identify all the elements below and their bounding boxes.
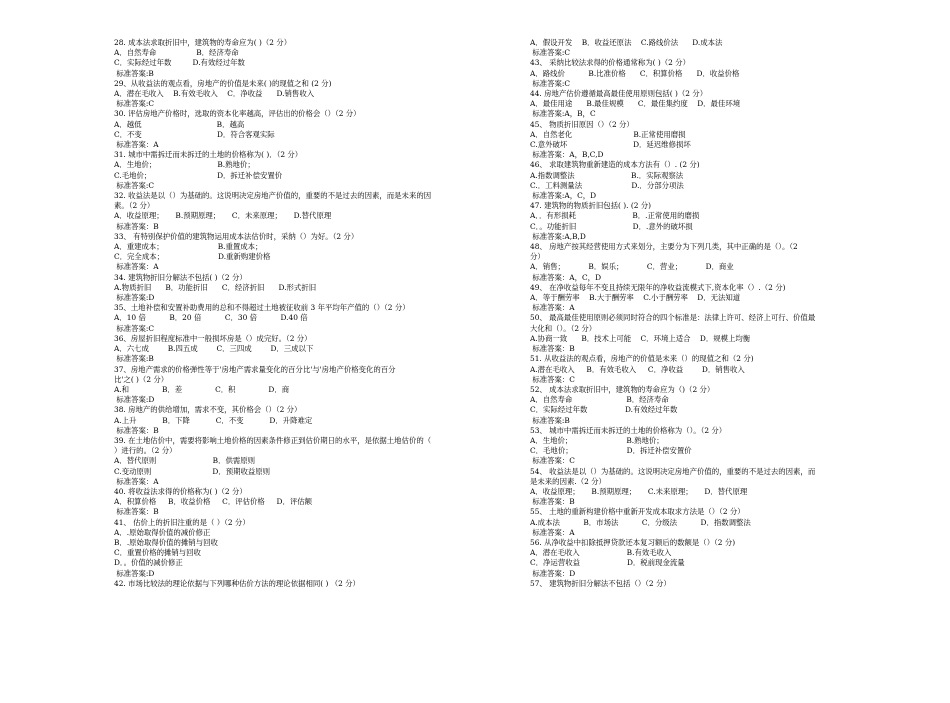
right-text-line: A.指数调整法 B.．实际观察法	[530, 170, 684, 180]
right-text-line: 标准答案:C	[530, 78, 571, 88]
left-text-line: 标准答案：B	[114, 507, 159, 517]
right-text-line: 标准答案：A，C，D	[530, 272, 602, 282]
right-text-line: 46、 求取建筑物重新建造的成本方法有（）. (2 分)	[530, 160, 700, 170]
right-text-line: A．潜在毛收入 B.有效毛收入	[530, 548, 672, 558]
left-text-line: C．重置价格的摊销与回收	[114, 548, 201, 558]
left-text-line: 31. 城市中需拆迁而未拆迁的土地的价格称为( )．（2 分）	[114, 150, 303, 160]
right-text-line: 47. 建筑物的物质折旧包括( ). (2 分)	[530, 201, 652, 211]
left-text-line: A.和 B．差 C．积 D．商	[114, 384, 290, 394]
left-text-line: 标准答案:C	[114, 323, 155, 333]
left-text-line: 标准答案:D	[114, 395, 155, 405]
right-text-line: 51. 从收益法的观点看，房地产的价值是未来（）的现值之和（2 分)	[530, 354, 754, 364]
left-text-line: A．替代原则 B．供需原则	[114, 456, 256, 466]
left-text-line: 标准答案:B	[114, 354, 154, 364]
left-text-line: 标准答案：B	[114, 221, 159, 231]
left-text-line: 标准答案：A	[114, 262, 159, 272]
right-text-line: A．收益原理； B.预期原理； C.未来原理； D．替代原理	[530, 486, 748, 496]
left-text-line: 37、房地产需求的价格弹性等于'房地产需求量变化的百分比'与'房地产价格变化的百分	[114, 364, 396, 374]
left-text-line: 标准答案:C	[114, 180, 155, 190]
right-text-line: A．生地价； B.熟地价；	[530, 435, 664, 445]
right-text-line: A．自然老化 B.正常使用磨损	[530, 129, 686, 139]
left-text-line: 35、土地补偿和安置补助费用的总和不得超过土地被征收前 3 年平均年产值的（）（2 分）	[114, 303, 410, 313]
right-text-line: 53、 城市中需拆迁而未拆迁的土地的价格称为（）。（2 分）	[530, 425, 727, 435]
right-text-line: 44. 房地产估价遵循最高最佳使用原则包括( )（2 分）	[530, 89, 708, 99]
right-text-line: C．净运营收益 D．税前现金流量	[530, 558, 685, 568]
left-text-line: D．。价值的减价修正	[114, 558, 183, 568]
right-text-line: 标准答案：B	[530, 497, 575, 507]
right-text-line: A．路线价 B.比准价格 C．积算价格 D．收益价格	[530, 68, 740, 78]
left-text-line: 38. 房地产的供给增加，需求不变，其价格会（）（2 分）	[114, 405, 302, 415]
right-text-line: A．自然寿命 B．经济寿命	[530, 395, 669, 405]
left-text-line: 36、房屋折旧程度标准中一般损坏房是（）成完好。（2 分）	[114, 333, 312, 343]
left-text-line: C．不变 D．符合客观实际	[114, 129, 275, 139]
right-text-line: C.意外破坏 D．延迟维修损坏	[530, 140, 691, 150]
right-text-line: C.．工料测量法 D.．分部分项法	[530, 180, 684, 190]
left-text-line: C.变动原则 D．预期收益原则	[114, 466, 271, 476]
right-text-line: 标准答案：B	[530, 344, 575, 354]
right-text-line: 54、 收益法是以（）为基础的。这说明决定房地产价值的，重要的不是过去的因素，而	[530, 466, 816, 476]
left-text-line: 39. 在土地估价中，需要将影响土地价格的因素条件修正到估价期日的水平，是依据土地估价的（	[114, 435, 432, 445]
left-text-line: 33、 有特别保护价值的建筑物运用成本法估价时，采纳（）为好。（2 分）	[114, 231, 359, 241]
left-text-line: A．.原始取得价值的减价修正	[114, 527, 211, 537]
right-text-line: A.潜在毛收入 B．有效毛收入 C．净收益 D．销售收入	[530, 364, 745, 374]
right-text-line: 标准答案:B	[530, 415, 570, 425]
right-text-line: 标准答案：C	[530, 456, 575, 466]
right-text-line: A．最佳用途 B.最佳规模 C．最佳集约度 D．最佳环境	[530, 99, 741, 109]
left-text-line: 40. 将收益法求得的价格称为( )（2 分）	[114, 486, 247, 496]
right-text-line: 标准答案：D	[530, 568, 576, 578]
right-text-line: A.协商一致 B．技术上可能 C．环境上适合 D．规模上均衡	[530, 333, 751, 343]
left-text-line: C．实际经过年数 D.有效经过年数	[114, 58, 245, 68]
left-text-line: C．完全成本； D.重新购建价格	[114, 252, 271, 262]
left-text-line: 29、从收益法的观点看，房地产的价值是未来( )的现值之和 (2 分)	[114, 78, 332, 88]
left-text-line: C.毛地价； D．拆迁补偿安置价	[114, 170, 283, 180]
left-text-line: A．自然寿命 B．经济寿命	[114, 48, 239, 58]
right-text-line: C．。功能折旧 D．.意外的破坏损	[530, 221, 693, 231]
right-text-line: 55、 土地的重新构建价格中重新开发成本取求方法是（）（2 分）	[530, 507, 745, 517]
left-text-line: 28. 成本法求取折旧中，建筑物的寿命应为( )（2 分）	[114, 38, 292, 47]
left-text-line: 32. 收益法是以（）为基础的。这说明决定房地产价值的，重要的不是过去的因素，而是未来的因	[114, 191, 432, 201]
left-text-line: 标准答案：A	[114, 476, 159, 486]
left-text-line: 比'之( )（2 分）	[114, 374, 169, 384]
right-text-line: 分）	[530, 252, 545, 262]
left-text-line: A．潜在毛收入 B.有效毛收入 C．净收益 D.销售收入	[114, 89, 315, 99]
left-text-line: A.物质折旧 B．功能折旧 C．经济折旧 D.形式折旧	[114, 282, 317, 292]
right-text-line: 48、 房地产按其经营使用方式来划分，主要分为下列几类，其中正确的是（）。（2	[530, 242, 798, 252]
left-text-line: 标准答案:D	[114, 568, 155, 578]
left-text-line: B．.原始取得价值的摊销与回收	[114, 537, 218, 547]
right-text-line: A．等于酬劳率 B.大于酬劳率 C.小于酬劳率 D．无法知道	[530, 293, 741, 303]
right-text-line: A．销售； B．娱乐； C．营业； D．商业	[530, 262, 734, 272]
right-text-line: 标准答案:A，B，C	[530, 109, 596, 119]
right-text-line: 标准答案:A，C，D	[530, 191, 597, 201]
right-text-line: 标准答案：A	[530, 303, 575, 313]
right-text-line: C．实际经过年数 D.有效经过年数	[530, 405, 678, 415]
right-text-line: 49、 在净收益每年不变且持续无限年的净收益流模式下,资本化率（）.（2 分)	[530, 282, 786, 292]
right-text-line: 43、 采纳比较法求得的价格通常称为( )（2 分）	[530, 58, 690, 68]
left-text-line: 标准答案:C	[114, 99, 155, 109]
left-text-line: 标准答案:D	[114, 293, 155, 303]
right-text-line: 是未来的因素.（2 分）	[530, 476, 606, 486]
right-text-line: 标准答案:C	[530, 48, 571, 58]
left-text-line: 42. 市场比较法的理论依据与下列哪种估价方法的理论依据相同( ) （2 分）	[114, 578, 360, 588]
right-text-line: 标准答案：C	[530, 374, 575, 384]
right-text-line: A．．有形损耗 B．.正常使用的磨损	[530, 211, 700, 221]
right-text-line: 52、 成本法求取折旧中，建筑物的寿命应为（)（2 分）	[530, 384, 715, 394]
right-text-line: 45、 物质折旧原因（）（2 分）	[530, 119, 634, 129]
right-column	[530, 38, 908, 589]
right-text-line: A．假设开发 B．收益还原法 C.路线价法 D.成本法	[530, 38, 723, 47]
left-text-line: A．越低 B．越高	[114, 119, 245, 129]
left-text-line: 34. 建筑物折旧分解法不包括( )（2 分）	[114, 272, 247, 282]
left-text-line: 标准答案:B	[114, 68, 154, 78]
left-column	[114, 38, 492, 589]
left-text-line: A．六七成 B.四五成 C．三四成 D．三成以下	[114, 344, 314, 354]
right-text-line: 标准答案：A	[530, 527, 575, 537]
right-text-line: A.成本法 B．市场法 C．分级法 D．指数调整法	[530, 517, 751, 527]
left-text-line: 30. 评估房地产价格时，选取的资本化率越高，评估出的价格会（）（2 分）	[114, 109, 361, 119]
left-text-line: 标准答案：B	[114, 425, 159, 435]
left-text-line: A．积算价格 B．收益价格 C．评估价格 D．评估额	[114, 497, 313, 507]
right-text-line: C．毛地价； D．拆迁补偿安置价	[530, 446, 692, 456]
left-text-line: 素。（2 分）	[114, 201, 155, 211]
right-text-line: 56. 从净收益中扣除抵押贷款还本复习额后的数额是（）（2 分)	[530, 537, 736, 547]
right-text-line: 大化和（）。（2 分）	[530, 323, 597, 333]
right-text-line: 标准答案：A，B,C,D	[530, 150, 604, 160]
left-text-line: A.上升 B．下降 C．不变 D．升降难定	[114, 415, 313, 425]
left-text-line: A．重建成本； B.重置成本；	[114, 242, 263, 252]
left-text-line: ）进行的。（2 分）	[114, 446, 177, 456]
right-text-line: 50、 最高最佳使用原则必须同时符合的四个标准是：法律上许可、经济上可行、价值最	[530, 313, 816, 323]
left-text-line: A．10 倍 B．20 倍 C．30 倍 D.40 倍	[114, 313, 308, 323]
right-text-line: 标准答案:A,B,D	[530, 231, 586, 241]
right-text-line: 57、 建筑物折旧分解法不包括（）（2 分）	[530, 578, 671, 588]
left-text-line: A．生地价； B.熟地价；	[114, 160, 255, 170]
left-text-line: A．收益原理； B.预期原理； C．未来原理； D.替代原理	[114, 211, 332, 221]
left-text-line: 标准答案：A	[114, 140, 159, 150]
left-text-line: 41、 估价上的折旧注重的是（ ）（2 分）	[114, 517, 250, 527]
